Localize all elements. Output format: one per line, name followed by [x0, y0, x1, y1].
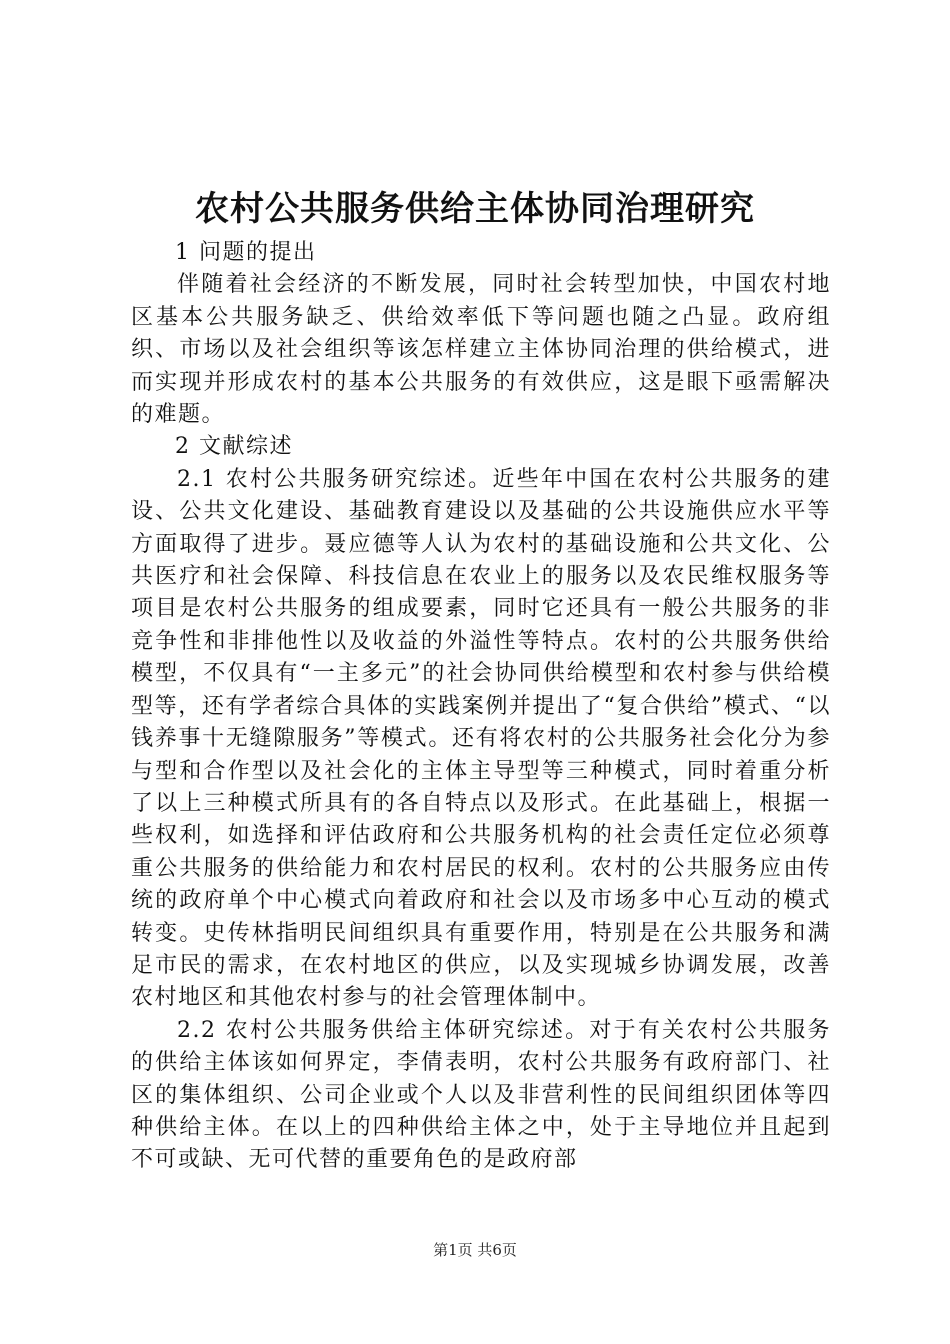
page-footer: 第1页 共6页 [433, 1241, 517, 1259]
document-body [131, 237, 831, 1177]
section-heading-1: 1 问题的提出 [175, 240, 317, 265]
paragraph-2-2: 2.2 农村公共服务供给主体研究综述。对于有关农村公共服务的供给主体该如何界定，李倩表明，农村公共服务有政府部门、社区的集体组织、公司企业或个人以及非营利性的民间组织团体等四种供给主体。在以上的四种供给主体之中，处于主导地位并且起到不可或缺、无可代替的重要角色的是政府部 [131, 1017, 831, 1173]
section-heading-2: 2 文献综述 [175, 434, 293, 460]
paragraph-1: 伴随着社会经济的不断发展，同时社会转型加快，中国农村地区基本公共服务缺乏、供给效率低下等问题也随之凸显。政府组织、市场以及社会组织等该怎样建立主体协同治理的供给模式，进而实现并形成农村的基本公共服务的有效供应，这是眼下亟需解决的难题。 [131, 272, 831, 428]
document-title: 农村公共服务供给主体协同治理研究 [195, 189, 755, 229]
paragraph-2-1: 2.1 农村公共服务研究综述。近些年中国在农村公共服务的建设、公共文化建设、基础教育建设以及基础的公共设施供应水平等方面取得了进步。聂应德等人认为农村的基础设施和公共文化、公共医疗和社会保障、科技信息在农业上的服务以及农民维权服务等项目是农村公共服务的组成要素，同时它还具有一般公共服务的非竞争性和非排他性以及收益的外溢性等特点。农村的公共服务供给模型，不仅具有“一主多元”的社会协同供给模型和农村参与供给模型等，还有学者综合具体的实践案例并提出了“复合供给”模式、“以钱养事十无缝隙服务”等模式。还有将农村的公共服务社会化分为参与型和合作型以及社会化的主体主导型等三种模式，同时着重分析了以上三种模式所具有的各自特点以及形式。在此基础上，根据一些权利，如选择和评估政府和公共服务机构的社会责任定位必须尊重公共服务的供给能力和农村居民的权利。农村的公共服务应由传统的政府单个中心模式向着政府和社会以及市场多中心互动的模式转变。史传林指明民间组织具有重要作用，特别是在公共服务和满足市民的需求，在农村地区的供应，以及实现城乡协调发展，改善农村地区和其他农村参与的社会管理体制中。 [131, 466, 831, 1011]
